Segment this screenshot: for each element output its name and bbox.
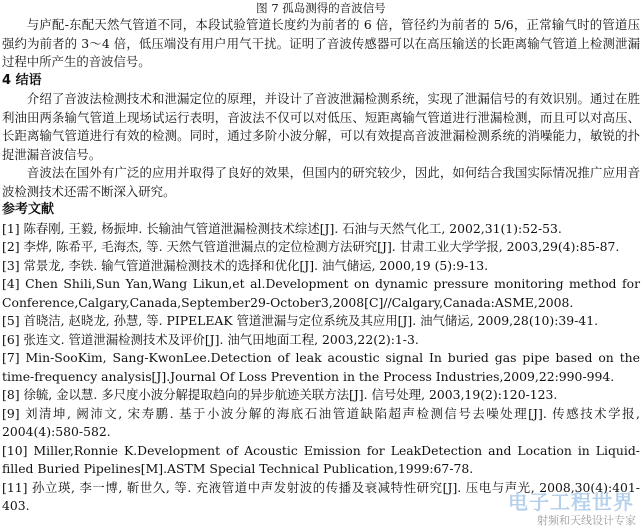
- reference-item: [7] Min-SooKim, Sang-KwonLee.Detection of leak acoustic signal In buried gas pipe based on the time-frequency analysis[J].Journal Of Loss Prevention in the Process Industries,2009,22:990-994.: [2, 350, 640, 384]
- reference-item: [2] 李烨, 陈希平, 毛海杰, 等. 天然气管道泄漏点的定位检测方法研究[J]. 甘肃工业大学学报, 2003,29(4):85-87.: [2, 239, 620, 254]
- conclusion-paragraph: 介绍了音波法检测技术和泄漏定位的原理，并设计了音波泄漏检测系统，实现了泄漏信号的有效识别。通过在胜利油田两条输气管道上现场试运行表明，音波法不仅可以对低压、短距离输气管道进行泄漏检测，而且可以对高压、长距离输气管道进行有效的检测。同时，通过多阶小波分解，可以有效提高音波泄漏检测系统的消噪能力，敏锐的扑捉泄漏音波信号。: [2, 91, 640, 162]
- reference-item: [4] Chen Shili,Sun Yan,Wang Likun,et al.Development on dynamic pressure monitoring method for Conference,Calgary,Canada,September29-October3,2008[C]//Calgary,Canada:ASME,2008.: [2, 276, 640, 310]
- reference-item: [1] 陈春刚, 王毅, 杨振坤. 长输油气管道泄漏检测技术综述[J]. 石油与天然气化工, 2002,31(1):52-53.: [2, 220, 562, 236]
- reference-item: [11] 孙立瑛, 李一博, 靳世久, 等. 充液管道中声发射波的传播及衰减特性研究[J]. 压电与声光, 2008,30(4):401-403.: [2, 479, 640, 513]
- conclusion-paragraph: 音波法在国外有广泛的应用并取得了良好的效果，但国内的研究较少，因此，如何结合我国实际情况推广应用音波检测技术还需不断深入研究。: [2, 165, 640, 199]
- reference-item: [5] 首晓洁, 赵晓龙, 孙慧, 等. PIPELEAK 管道泄漏与定位系统及其应用[J]. 油气储运, 2009,28(10):39-41.: [2, 313, 599, 328]
- reference-item: [3] 常景龙, 李铁. 输气管道泄漏检测技术的选择和优化[J]. 油气储运, 2000,19 (5):9-13.: [2, 257, 489, 273]
- reference-list: [2, 220, 640, 516]
- figure-caption: 图 7 孤岛测得的音波信号: [256, 1, 386, 15]
- reference-item: [9] 刘清坤, 阙沛文, 宋寿鹏. 基于小波分解的海底石油管道缺陷超声检测信号去噪处理[J]. 传感技术学报, 2004(4):580-582.: [2, 405, 640, 439]
- reference-item: [8] 徐毓, 金以慧. 多尺度小波分解提取趋向的异步航迹关联方法[J]. 信号处理, 2003,19(2):120-123.: [2, 387, 558, 402]
- reference-item: [6] 张连文. 管道泄漏检测技术及评价[J]. 油气田地面工程, 2003,22(2):1-3.: [2, 331, 419, 347]
- watermark-title: 电子工程世界: [508, 490, 634, 514]
- watermark-subtitle: 射频和天线设计专家: [537, 514, 636, 527]
- reference-item: [10] Miller,Ronnie K.Development of Acoustic Emission for LeakDetection and Location in Liquid-filled Buried Pipelines[M].ASTM Special Technical Publication,1999:67-78.: [2, 442, 640, 476]
- body-paragraph: 与庐配-东配天然气管道不同，本段试验管道长度约为前者的 6 倍，管径约为前者的 5/6，正常输气时的管道压强约为前者的 3～4 倍，低压端没有用户用气干扰。证明了音波传感器可以在高压输送的长距离输气管道上检测泄漏过程中所产生的音波信号。: [2, 17, 640, 69]
- references-heading: 参考文献: [2, 202, 55, 217]
- section-heading-conclusion: 4 结语: [2, 72, 42, 88]
